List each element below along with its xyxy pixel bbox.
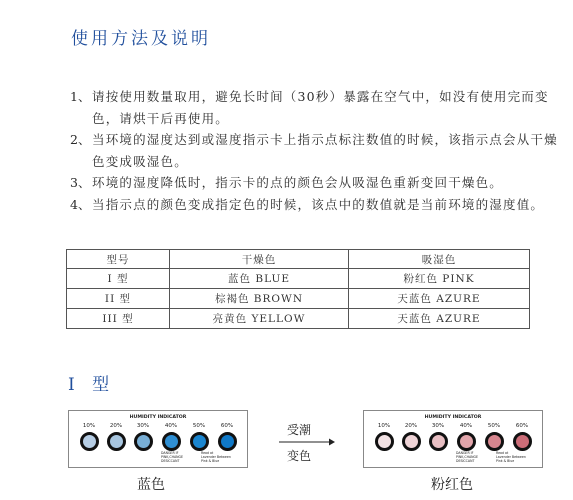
- indicator-dot: [457, 432, 476, 451]
- indicator-dot: [429, 432, 448, 451]
- percent-label: 40%: [459, 423, 473, 429]
- percent-label: 60%: [515, 423, 529, 429]
- instruction-item: [70, 172, 560, 194]
- color-spec-table: [66, 249, 530, 329]
- table-cell: III 型: [67, 309, 170, 329]
- danger-text: [456, 451, 478, 463]
- indicator-dot: [134, 432, 153, 451]
- instruction-item: [70, 194, 560, 216]
- indicator-dot: [485, 432, 504, 451]
- indicator-dot: [375, 432, 394, 451]
- danger-text: [161, 451, 183, 463]
- table-row: [67, 309, 530, 329]
- instruction-text: 请按使用数量取用，避免长时间（30秒）暴露在空气中，如没有使用完而变色，请烘干后再使用。: [92, 89, 549, 126]
- arrow-bottom-label: 变色: [287, 449, 312, 463]
- indicator-dot: [80, 432, 99, 451]
- table-cell: I 型: [67, 269, 170, 289]
- percent-label: 20%: [404, 423, 418, 429]
- caption-wet: 粉红色: [431, 477, 473, 493]
- percent-label: 30%: [431, 423, 445, 429]
- instruction-text: 当环境的湿度达到或湿度指示卡上指示点标注数值的时候，该指示点会从干燥色变成吸湿色。: [92, 132, 558, 169]
- instruction-number: 3、: [70, 175, 91, 190]
- percent-label: 20%: [109, 423, 123, 429]
- caption-dry: 蓝色: [137, 477, 165, 493]
- indicator-dot: [513, 432, 532, 451]
- read-line: Read at: [201, 451, 214, 455]
- table-row: [67, 289, 530, 309]
- read-line: Lavender Between: [201, 455, 231, 459]
- percent-label: 60%: [220, 423, 234, 429]
- percent-label: 10%: [82, 423, 96, 429]
- page-title: 使用方法及说明: [71, 29, 211, 49]
- read-line: Read at: [496, 451, 509, 455]
- section-title: I 型: [68, 375, 116, 395]
- card-title: HUMIDITY INDICATOR: [129, 415, 187, 420]
- table-cell: 粉红色 PINK: [349, 269, 530, 289]
- table-header: 型号: [67, 250, 170, 269]
- instruction-number: 4、: [70, 196, 91, 212]
- indicator-dot: [107, 432, 126, 451]
- danger-line: PINK,CHANGE: [456, 455, 479, 459]
- read-text: [496, 451, 526, 463]
- instruction-item: [70, 86, 560, 129]
- indicator-dot: [162, 432, 181, 451]
- right-arrow-icon: [277, 437, 337, 447]
- danger-line: DESICCANT: [161, 459, 180, 463]
- danger-line: PINK,CHANGE: [161, 455, 184, 459]
- table-cell: II 型: [67, 289, 170, 309]
- instruction-item: [70, 129, 560, 172]
- instruction-text: 环境的湿度降低时，指示卡的点的颜色会从吸湿色重新变回干燥色。: [92, 175, 504, 190]
- read-line: Pink & Blue: [496, 459, 515, 463]
- table-cell: 天蓝色 AZURE: [349, 309, 530, 329]
- arrow-top-label: 受潮: [287, 423, 312, 437]
- danger-line: DANGER IF: [161, 451, 179, 455]
- table-cell: 天蓝色 AZURE: [349, 289, 530, 309]
- indicator-dot: [218, 432, 237, 451]
- percent-label: 30%: [136, 423, 150, 429]
- table-row: [67, 269, 530, 289]
- humidity-card-wet: [363, 410, 543, 468]
- percent-label: 50%: [487, 423, 501, 429]
- instructions-list: [70, 86, 560, 215]
- table-cell: 亮黄色 YELLOW: [170, 309, 349, 329]
- danger-line: DESICCANT: [456, 459, 475, 463]
- instruction-text: 当指示点的颜色变成指定色的时候，该点中的数值就是当前环境的湿度值。: [92, 196, 545, 212]
- indicator-dot: [190, 432, 209, 451]
- table-header: 干燥色: [170, 250, 349, 269]
- percent-label: 40%: [164, 423, 178, 429]
- percent-label: 10%: [377, 423, 391, 429]
- instruction-number: 2、: [70, 132, 91, 147]
- danger-line: DANGER IF: [456, 451, 474, 455]
- table-cell: 棕褐色 BROWN: [170, 289, 349, 309]
- instruction-number: 1、: [70, 89, 91, 104]
- humidity-card-dry: [68, 410, 248, 468]
- table-header-row: [67, 250, 530, 269]
- table-header: 吸湿色: [349, 250, 530, 269]
- percent-label: 50%: [192, 423, 206, 429]
- read-line: Lavender Between: [496, 455, 526, 459]
- read-text: [201, 451, 231, 463]
- indicator-dot: [402, 432, 421, 451]
- table-cell: 蓝色 BLUE: [170, 269, 349, 289]
- card-title: HUMIDITY INDICATOR: [424, 415, 482, 420]
- read-line: Pink & Blue: [201, 459, 220, 463]
